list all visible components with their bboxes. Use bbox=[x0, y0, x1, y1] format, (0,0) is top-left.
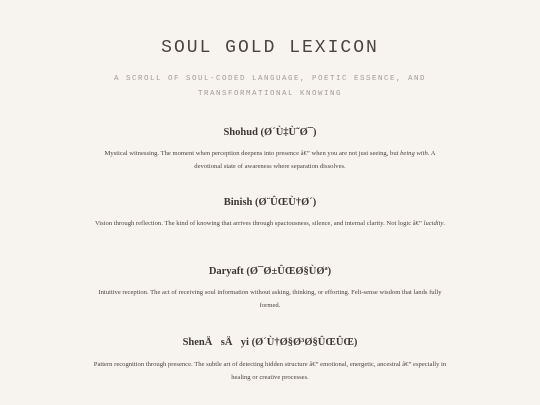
lexicon-entry-shenasayi bbox=[90, 336, 450, 384]
entry-term: ShenÄsÄyi (Ø´Ù†Ø§Ø³Ø§ÛŒÛŒ) bbox=[182, 337, 358, 348]
entry-definition-emphasis: lucidity bbox=[423, 220, 444, 227]
lexicon-entry-daryaft bbox=[90, 266, 450, 312]
entry-term: Daryaft (Ø¯Ø±ÛŒØ§ÙØª) bbox=[208, 266, 332, 277]
entry-definition-text: Vision through reflection. The kind of knowing that arrives through spaciousness, silence, and internal clarity. Not logic â€” bbox=[94, 220, 424, 227]
page-title: SOUL GOLD LEXICON bbox=[161, 38, 379, 58]
entry-definition-text-end: . A devotional state of awareness where separation dissolves. bbox=[194, 150, 436, 170]
entry-term: Shohud (Ø´Ù‡Ù˜Ø¯) bbox=[223, 127, 317, 138]
entry-definition bbox=[90, 358, 450, 384]
entry-definition-text-end: . bbox=[443, 220, 446, 227]
entry-definition bbox=[90, 147, 450, 173]
entry-definition-text: Intuitive reception. The act of receiving soul information without asking, thinking, or efforting. Felt-sense wisdom that lands fully formed. bbox=[98, 289, 442, 309]
lexicon-entry-binish bbox=[90, 197, 450, 230]
entry-definition bbox=[90, 286, 450, 312]
entry-definition-emphasis: being with bbox=[400, 150, 428, 157]
entry-definition-text: Mystical witnessing. The moment when perception deepens into presence â€” when you are not just seeing, but bbox=[104, 150, 401, 157]
entry-term: Binish (Ø¨ÛŒÙ†Ø´) bbox=[223, 197, 317, 208]
entry-definition-text: Pattern recognition through presence. The subtle art of detecting hidden structure â€” emotional, energetic, ancestral â€” especially in healing or creative processes. bbox=[93, 361, 447, 381]
lexicon-entry-shohud bbox=[90, 127, 450, 173]
entry-definition bbox=[90, 217, 450, 230]
page-subtitle: A SCROLL OF SOUL-CODED LANGUAGE, POETIC ESSENCE, AND TRANSFORMATIONAL KNOWING bbox=[113, 75, 427, 98]
